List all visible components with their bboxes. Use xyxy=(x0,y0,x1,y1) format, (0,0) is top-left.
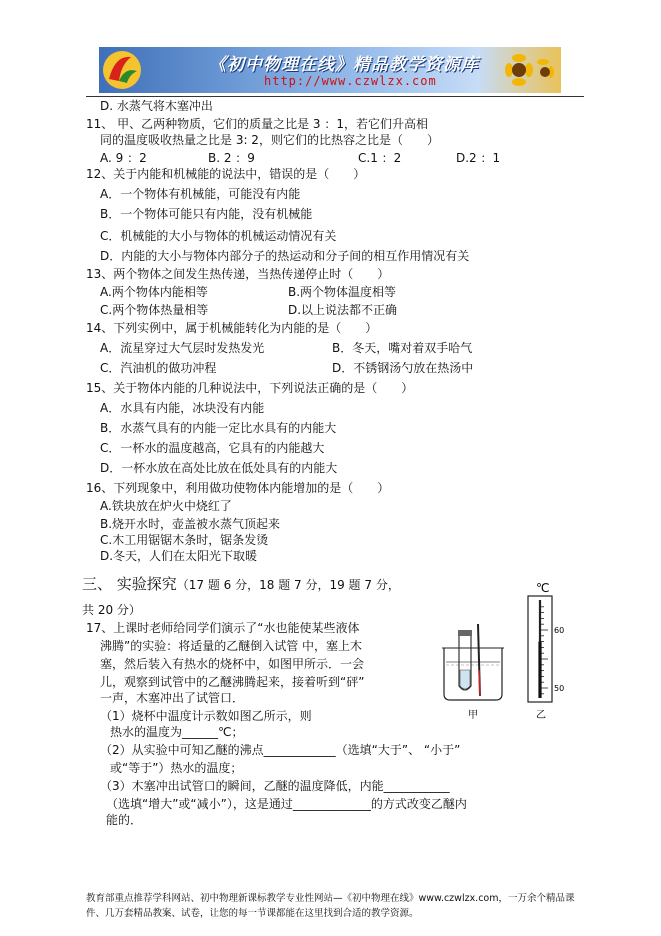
q12-option-b: B．一个物体可能只有内能，没有机械能 xyxy=(100,207,313,221)
figure-label-yi: 乙 xyxy=(536,710,546,721)
header-banner xyxy=(99,47,561,93)
q11-stem-cont: 同的温度吸收热量之比是 3: 2，则它们的比热容之比是（ ） xyxy=(100,133,439,147)
thermometer-scale xyxy=(528,581,564,702)
q17-part-3: （3）木塞冲出试管口的瞬间，乙醚的温度降低，内能___________ xyxy=(100,779,450,793)
footer-line-1: 教育部重点推荐学科网站、初中物理新课标教学专业性网站—《初中物理在线》www.czwlzx.com，一万余个精品课 xyxy=(86,893,575,904)
q11-option-c: C.1 ：2 xyxy=(358,151,402,165)
q11-option-b: B. 2 ：9 xyxy=(208,151,255,165)
q13-option-a: A.两个物体内能相等 xyxy=(100,285,208,299)
q15-option-b: B．水蒸气具有的内能一定比水具有的内能大 xyxy=(100,421,337,435)
q17-line-5: 一声，木塞冲出了试管口． xyxy=(100,691,245,705)
q14-option-d: D．不锈钢汤勺放在热汤中 xyxy=(332,361,474,375)
q13-option-c: C.两个物体热量相等 xyxy=(100,303,209,317)
header-divider xyxy=(86,96,584,97)
tick-label-60: 60 xyxy=(554,626,565,635)
q14-option-c: C．汽油机的做功冲程 xyxy=(100,361,217,375)
q17-part-3-cont: （选填“增大”或“减小”），这是通过_____________的方式改变乙醚内 xyxy=(106,797,467,811)
q17-line-1: 17、上课时老师给同学们演示了“水也能使某些液体 xyxy=(86,621,360,635)
q17-line-2: 沸腾”的实验：将适量的乙醚倒入试管 中，塞上木 xyxy=(100,639,363,653)
q16-stem: 16、下列现象中，利用做功使物体内能增加的是（ ） xyxy=(86,481,390,495)
q11-option-a: A. 9 ：2 xyxy=(100,151,147,165)
q13-option-d: D.以上说法都不正确 xyxy=(288,303,398,317)
q17-line-4: 儿，观察到试管中的乙醚沸腾起来，接着听到“砰” xyxy=(100,675,365,689)
q17-line-3: 塞，然后装入有热水的烧杯中，如图甲所示．一会 xyxy=(100,657,365,671)
q12-stem: 12、关于内能和机械能的说法中，错误的是（ ） xyxy=(86,167,366,181)
q16-option-c: C.木工用锯锯木条时，锯条发烫 xyxy=(100,533,269,547)
figure-label-jia: 甲 xyxy=(468,710,478,721)
q17-part-2-cont: 或“等于”）热水的温度； xyxy=(110,761,243,775)
q14-option-a: A．流星穿过大气层时发热发光 xyxy=(100,341,265,355)
site-logo xyxy=(101,49,143,91)
q12-option-d: D．内能的大小与物体内部分子的热运动和分子间的相互作用情况有关 xyxy=(100,249,470,263)
q15-option-d: D．一杯水放在高处比放在低处具有的内能大 xyxy=(100,461,338,475)
section-3-heading: 三、 实验探究 xyxy=(82,575,177,593)
q16-option-a: A.铁块放在炉火中烧红了 xyxy=(100,499,232,513)
q11-option-d: D.2 ：1 xyxy=(456,151,501,165)
section-3-score-note: （17 题 6 分，18 题 7 分，19 题 7 分， xyxy=(176,578,400,592)
q15-option-a: A．水具有内能，冰块没有内能 xyxy=(100,401,265,415)
beaker-figure xyxy=(442,624,504,700)
banner-title: 《初中物理在线》精品教学资源库 xyxy=(209,55,479,75)
q13-stem: 13、两个物体之间发生热传递，当热传递停止时（ ） xyxy=(86,267,390,281)
q17-part-1: （1）烧杯中温度计示数如图乙所示，则 xyxy=(100,709,312,723)
q17-part-3-end: 能的． xyxy=(106,813,143,827)
q12-option-c: C．机械能的大小与物体的机械运动情况有关 xyxy=(100,229,337,243)
q12-option-a: A．一个物体有机械能，可能没有内能 xyxy=(100,187,301,201)
section-3-score-note-cont: 共 20 分） xyxy=(82,603,141,617)
q16-option-b: B.烧开水时，壶盖被水蒸气顶起来 xyxy=(100,517,281,531)
q10-option-d: D. 水蒸气将木塞冲出 xyxy=(100,99,213,113)
q13-option-b: B.两个物体温度相等 xyxy=(288,285,397,299)
section-3-title xyxy=(82,574,400,595)
footer-line-2: 件、几万套精品教案、试卷，让您的每一节课都能在这里找到合适的教学资源。 xyxy=(86,908,419,919)
tick-label-50: 50 xyxy=(554,684,565,693)
sunflower-icon xyxy=(499,48,559,92)
q11-stem: 11、 甲、乙两种物质，它们的质量之比是 3 ：1，若它们升高相 xyxy=(86,117,428,131)
q15-option-c: C．一杯水的温度越高，它具有的内能越大 xyxy=(100,441,325,455)
q14-stem: 14、下列实例中，属于机械能转化为内能的是（ ） xyxy=(86,321,378,335)
banner-url[interactable]: http://www.czwlzx.com xyxy=(264,74,437,88)
q16-option-d: D.冬天，人们在太阳光下取暖 xyxy=(100,549,258,563)
q15-stem: 15、关于物体内能的几种说法中，下列说法正确的是（ ） xyxy=(86,381,414,395)
q17-part-1-blank: 热水的温度为______℃； xyxy=(110,725,244,739)
q14-option-b: B．冬天，嘴对着双手哈气 xyxy=(332,341,473,355)
experiment-figure xyxy=(440,578,570,728)
thermometer-unit: ℃ xyxy=(536,581,550,595)
q17-part-2: （2）从实验中可知乙醚的沸点____________（选填“大于”、 “小于” xyxy=(100,743,461,757)
